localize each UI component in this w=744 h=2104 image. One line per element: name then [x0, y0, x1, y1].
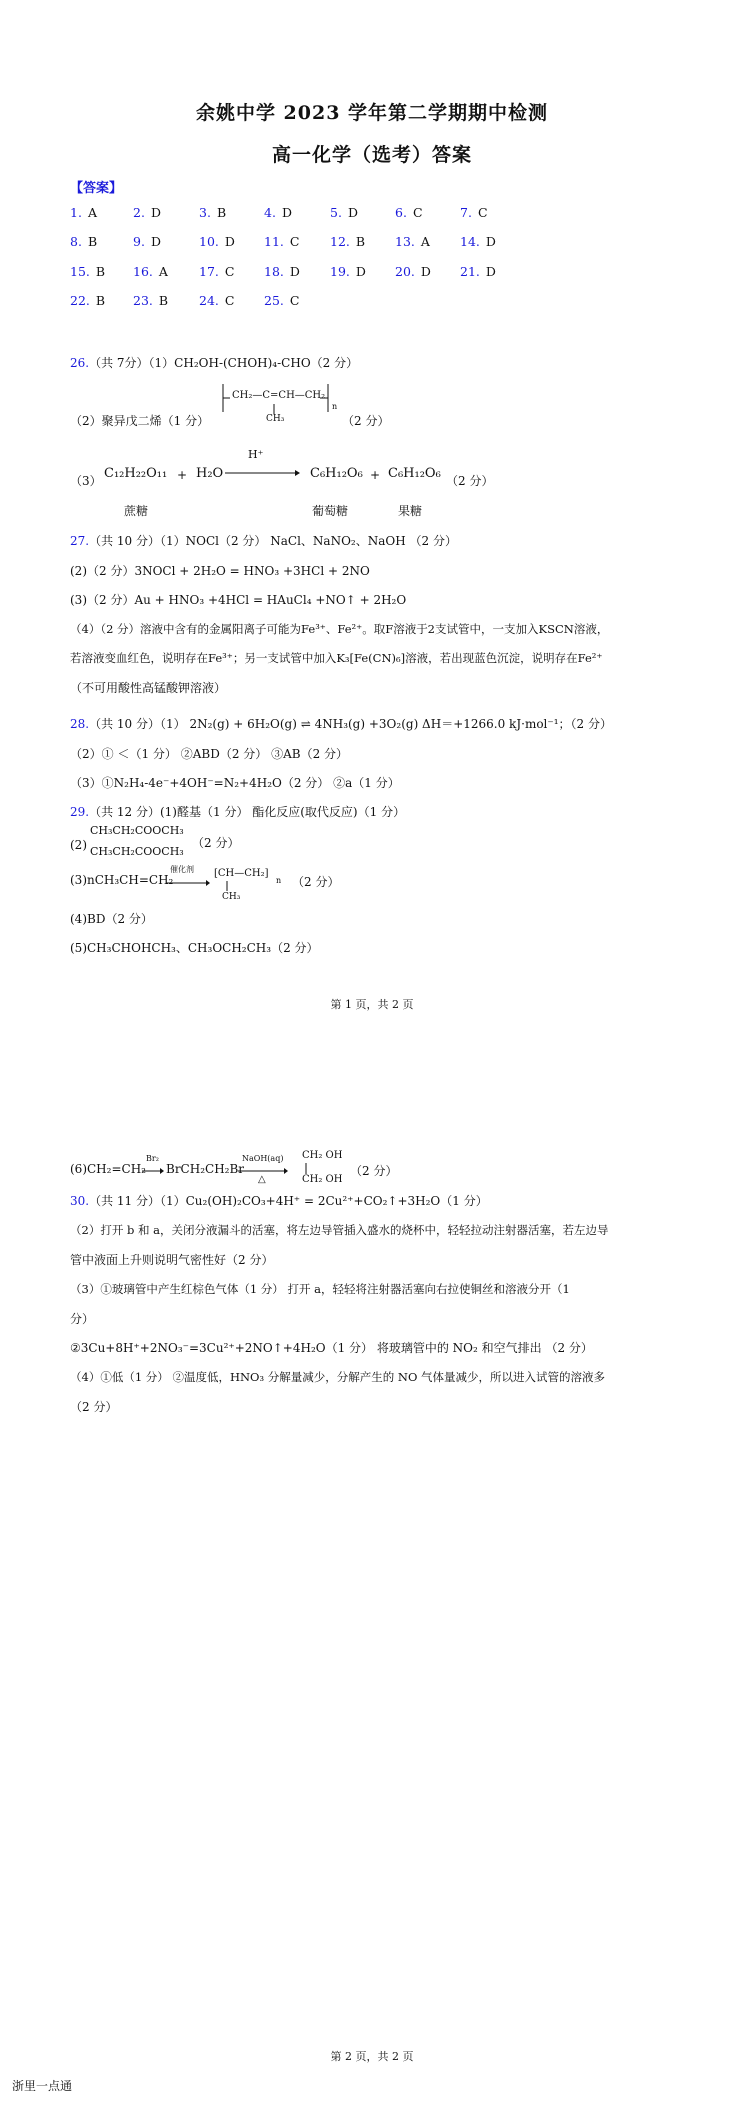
q27-line2: (2)（2 分）3NOCl + 2H₂O = HNO₃ +3HCl + 2NO: [70, 564, 370, 578]
answer-choice: D: [347, 205, 358, 220]
answer-item: [199, 293, 234, 308]
answer-item: [395, 234, 430, 249]
answer-item: [460, 264, 496, 279]
answer-choice: C: [224, 264, 235, 279]
answer-choice: B: [355, 234, 366, 249]
q29-6-score: （2 分）: [350, 1164, 398, 1178]
answer-choice: D: [224, 234, 235, 249]
answer-number: 8.: [70, 234, 82, 249]
answer-choice: D: [485, 264, 496, 279]
q27-line5: 若溶液变血红色，说明存在Fe³⁺；另一支试管中加入K₃[Fe(CN)₆]溶液，若出现蓝色沉淀，说明存在Fe²⁺: [70, 651, 603, 665]
q27-line1: 27.（共 10 分）（1）NOCl（2 分） NaCl、NaNO₂、NaOH （2 分）: [70, 534, 457, 548]
q27-line3: (3)（2 分）Au + HNO₃ +4HCl = HAuCl₄ +NO↑ + 2H₂O: [70, 593, 407, 607]
answer-item: [264, 234, 299, 249]
answer-item: [133, 205, 161, 220]
reactant-sucrose: C₁₂H₂₂O₁₁: [104, 466, 168, 481]
answer-number: 2.: [133, 205, 145, 220]
answer-item: [330, 264, 366, 279]
q29-6-intermediate: BrCH₂CH₂Br: [166, 1162, 245, 1176]
label-fructose: 果糖: [398, 504, 423, 518]
answer-number: 24.: [199, 293, 219, 308]
answer-choice: A: [420, 234, 430, 249]
q26-line2-score: （2 分）: [342, 414, 390, 428]
reaction-arrow: [225, 468, 300, 478]
answer-item: [199, 264, 234, 279]
answer-item: [460, 234, 496, 249]
answer-number: 25.: [264, 293, 284, 308]
q30-line6: ②3Cu+8H⁺+2NO₃⁻=3Cu²⁺+2NO↑+4H₂O（1 分） 将玻璃管中的 NO₂ 和空气排出 （2 分）: [70, 1341, 593, 1355]
page-1: [0, 0, 744, 1040]
answer-choice: B: [216, 205, 227, 220]
q30-line7: （4）①低（1 分） ②温度低，HNO₃ 分解量减少，分解产生的 NO 气体量减少，所以进入试管的溶液多: [70, 1370, 606, 1384]
answer-number: 19.: [330, 264, 350, 279]
answer-choice: A: [87, 205, 97, 220]
answer-number: 16.: [133, 264, 153, 279]
reaction-condition: H⁺: [248, 448, 264, 461]
answer-item: [264, 293, 299, 308]
answer-choice: D: [485, 234, 496, 249]
catalyst-label: 催化剂: [170, 865, 194, 874]
answer-label: 【答案】: [70, 181, 123, 196]
answer-number: 23.: [133, 293, 153, 308]
brand-watermark: 浙里一点通: [12, 2079, 73, 2093]
poly-chain: CH₂—C=CH—CH₂: [232, 390, 326, 401]
answer-choice: D: [289, 264, 300, 279]
q29-ester-top: CH₃CH₂COOCH₃: [90, 824, 184, 837]
q26-line3-label: （3）: [70, 474, 102, 488]
answer-item: [133, 293, 168, 308]
answer-number: 3.: [199, 205, 211, 220]
answer-choice: C: [412, 205, 423, 220]
q27-line6: （不可用酸性高锰酸钾溶液）: [70, 681, 227, 695]
page-footer-1: 第 1 页，共 2 页: [330, 998, 414, 1011]
q29-line1: 29.（共 12 分）(1)醛基（1 分） 酯化反应(取代反应)（1 分）: [70, 805, 406, 819]
answer-number: 13.: [395, 234, 415, 249]
answer-choice: B: [95, 264, 106, 279]
product-glucose: C₆H₁₂O₆: [310, 466, 363, 481]
answer-number: 10.: [199, 234, 219, 249]
q29-line2-label: (2): [70, 838, 87, 852]
answer-item: [199, 234, 235, 249]
answer-choice: C: [224, 293, 235, 308]
answer-item: [460, 205, 488, 220]
poly-methyl: CH₃: [266, 414, 285, 424]
q30-line1: 30.（共 11 分）（1）Cu₂(OH)₂CO₃+4H⁺ = 2Cu²⁺+CO₂↑+3H₂O（1 分）: [70, 1194, 488, 1208]
page-2: [0, 1090, 744, 2104]
answer-item: [330, 205, 358, 220]
q29-6-condition-top: NaOH(aq): [242, 1154, 284, 1163]
q29-line2-score: （2 分）: [192, 836, 240, 850]
answer-number: 15.: [70, 264, 90, 279]
answer-item: [330, 234, 365, 249]
answer-item: [70, 234, 97, 249]
polypropylene-methyl: CH₃: [222, 892, 241, 902]
q29-6-product-top: CH₂ OH: [302, 1150, 343, 1161]
q29-line3-reactant: (3)nCH₃CH=CH₂: [70, 873, 174, 887]
answer-number: 11.: [264, 234, 284, 249]
polypropylene-unit: [CH—CH₂]: [214, 868, 269, 879]
answer-choice: B: [87, 234, 98, 249]
answer-number: 12.: [330, 234, 350, 249]
q30-line3: 管中液面上升则说明气密性好（2 分）: [70, 1253, 274, 1267]
polypropylene-n: n: [276, 876, 282, 885]
answer-number: 21.: [460, 264, 480, 279]
q29-ester-bottom: CH₃CH₂COOCH₃: [90, 845, 184, 858]
answer-item: [199, 205, 226, 220]
q29-6-product-bottom: CH₂ OH: [302, 1174, 343, 1185]
answer-number: 6.: [395, 205, 407, 220]
q26-line2-label: （2）聚异戊二烯（1 分）: [70, 414, 210, 428]
q29-line3-score: （2 分）: [292, 875, 340, 889]
answer-item: [395, 264, 431, 279]
q26-line3-score: （2 分）: [446, 474, 494, 488]
page-footer-2: 第 2 页，共 2 页: [330, 2050, 414, 2063]
q29-6-br2: Br₂: [146, 1154, 159, 1163]
q30-line8: （2 分）: [70, 1400, 118, 1414]
answer-number: 22.: [70, 293, 90, 308]
answer-number: 20.: [395, 264, 415, 279]
answer-item: [70, 205, 97, 220]
answer-item: [70, 293, 105, 308]
answer-number: 1.: [70, 205, 82, 220]
plus-sign-2: +: [370, 468, 381, 482]
bromination-arrow: [142, 1167, 164, 1175]
answer-choice: C: [289, 293, 300, 308]
answer-number: 4.: [264, 205, 276, 220]
answer-choice: B: [158, 293, 169, 308]
q29-line4: (4)BD（2 分）: [70, 912, 153, 926]
answer-number: 9.: [133, 234, 145, 249]
answer-item: [395, 205, 423, 220]
polymerization-arrow: [166, 879, 210, 887]
answer-item: [70, 264, 105, 279]
answer-choice: D: [355, 264, 366, 279]
answer-choice: D: [150, 234, 161, 249]
answer-choice: D: [150, 205, 161, 220]
product-fructose: C₆H₁₂O₆: [388, 466, 441, 481]
q27-line4: （4）（2 分）溶液中含有的金属阳离子可能为Fe³⁺、Fe²⁺。取F溶液于2支试管中，一支加入KSCN溶液，: [70, 622, 609, 636]
q28-line1: 28.（共 10 分）（1） 2N₂(g) + 6H₂O(g) ⇌ 4NH₃(g) +3O₂(g) ΔH＝+1266.0 kJ·mol⁻¹；（2 分）: [70, 717, 612, 731]
answer-item: [133, 234, 161, 249]
q30-line2: （2）打开 b 和 a，关闭分液漏斗的活塞，将左边导管插入盛水的烧杯中，轻轻拉动注射器活塞，若左边导: [70, 1223, 609, 1237]
plus-sign-1: +: [177, 468, 188, 482]
reactant-water: H₂O: [196, 466, 224, 481]
answer-item: [264, 264, 300, 279]
q28-line3: （3）①N₂H₄-4e⁻+4OH⁻=N₂+4H₂O（2 分） ②a（1 分）: [70, 776, 400, 790]
document-title: 余姚中学 2023 学年第二学期期中检测: [195, 102, 549, 124]
q30-line4: （3）①玻璃管中产生红棕色气体（1 分） 打开 a，轻轻将注射器活塞向右拉使铜丝和溶液分开（1: [70, 1282, 570, 1296]
answer-choice: D: [420, 264, 431, 279]
label-sucrose: 蔗糖: [124, 504, 149, 518]
answer-choice: B: [95, 293, 106, 308]
poly-n: n: [332, 402, 338, 411]
answer-choice: C: [289, 234, 300, 249]
q26-line1: 26.（共 7分）（1）CH₂OH-(CHOH)₄-CHO（2 分）: [70, 356, 359, 370]
q28-line2: （2）① ＜（1 分） ②ABD（2 分） ③AB（2 分）: [70, 747, 349, 761]
q29-6-reactant: (6)CH₂=CH₂: [70, 1162, 146, 1176]
answer-number: 14.: [460, 234, 480, 249]
answer-number: 7.: [460, 205, 472, 220]
q30-line5: 分）: [70, 1312, 95, 1326]
answer-number: 5.: [330, 205, 342, 220]
document-subtitle: 高一化学（选考）答案: [271, 144, 472, 166]
answer-item: [264, 205, 292, 220]
answer-item: [133, 264, 168, 279]
answer-number: 18.: [264, 264, 284, 279]
answer-choice: D: [281, 205, 292, 220]
q29-line5: (5)CH₃CHOHCH₃、CH₃OCH₂CH₃（2 分）: [70, 941, 319, 955]
answer-choice: A: [158, 264, 168, 279]
label-glucose: 葡萄糖: [312, 504, 349, 518]
answer-number: 17.: [199, 264, 219, 279]
q29-6-condition-bottom: △: [258, 1174, 266, 1185]
answer-choice: C: [477, 205, 488, 220]
